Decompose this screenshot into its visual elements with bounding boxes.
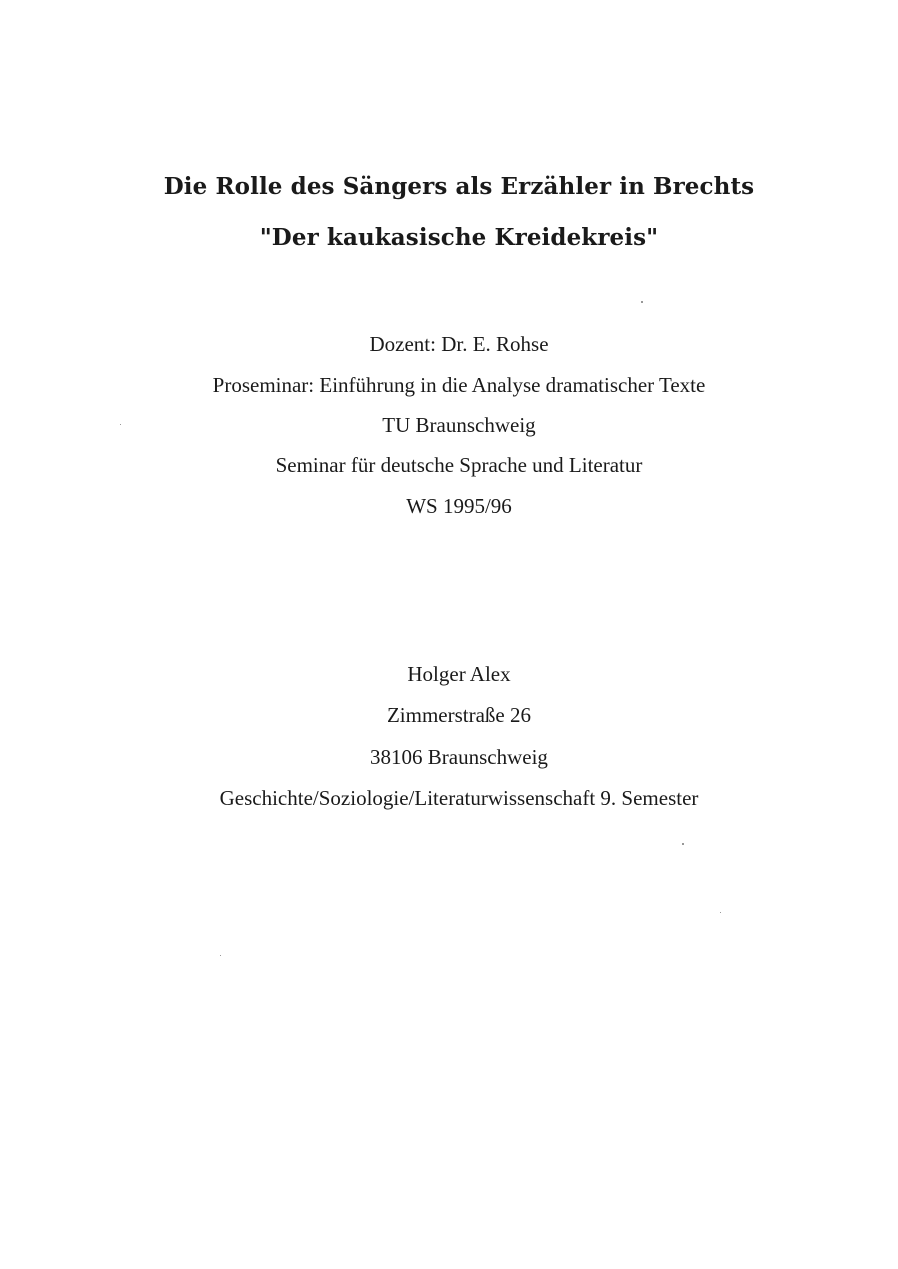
scan-speck [220, 955, 221, 956]
scan-speck [682, 843, 684, 845]
scan-speck [720, 912, 721, 913]
scan-speck [120, 424, 121, 425]
scan-speck [641, 301, 643, 303]
author-street: Zimmerstraße 26 [386, 703, 532, 727]
author-study-subjects: Geschichte/Soziologie/Literaturwissenschaft 9. Semester [219, 786, 699, 810]
author-city: 38106 Braunschweig [370, 745, 548, 769]
department: Seminar für deutsche Sprache und Literatur [275, 453, 643, 477]
document-title-line-1: Die Rolle des Sängers als Erzähler in Brechts [163, 173, 755, 200]
seminar-name: Proseminar: Einführung in die Analyse dramatischer Texte [212, 373, 706, 397]
lecturer: Dozent: Dr. E. Rohse [369, 332, 549, 356]
document-title-line-2: "Der kaukasische Kreidekreis" [259, 224, 659, 251]
university: TU Braunschweig [382, 413, 536, 437]
author-name: Holger Alex [407, 662, 511, 686]
semester-term: WS 1995/96 [406, 494, 512, 518]
